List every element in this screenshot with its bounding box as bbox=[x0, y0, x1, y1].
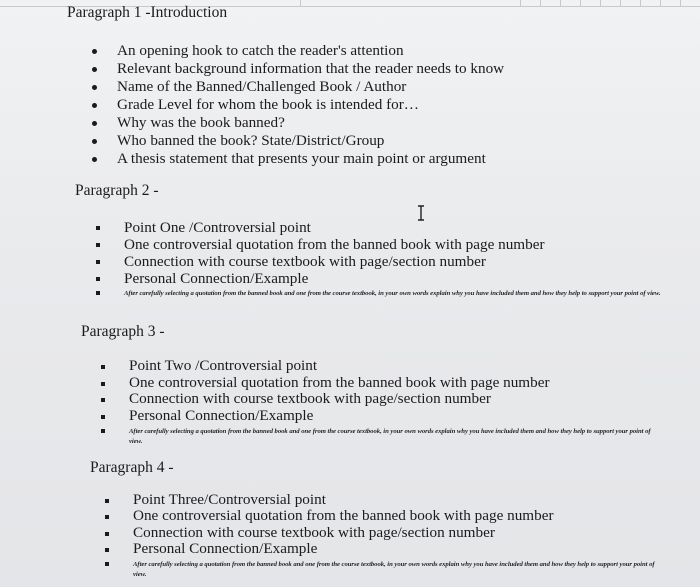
list-item: Point Three/Controversial point bbox=[133, 492, 700, 508]
list-item: Grade Level for whom the book is intended for… bbox=[117, 96, 700, 114]
list-item: A thesis statement that presents your main point or argument bbox=[117, 150, 700, 168]
list-item: An opening hook to catch the reader's attention bbox=[117, 42, 700, 60]
list-item: Point Two /Controversial point bbox=[129, 358, 700, 375]
ruler-tick bbox=[620, 0, 621, 6]
list-item: Relevant background information that the reader needs to know bbox=[117, 60, 700, 78]
list-item: Connection with course textbook with page/section number bbox=[133, 525, 700, 541]
list-item: Personal Connection/Example bbox=[124, 270, 700, 287]
list-item: One controversial quotation from the banned book with page number bbox=[133, 508, 700, 524]
instruction-note: After carefully selecting a quotation from the banned book and one from the course textbook, in your own words explain why you have included them and how they help to support your point of view. bbox=[133, 560, 661, 580]
section-heading-paragraph-1: Paragraph 1 -Introduction bbox=[67, 4, 228, 21]
section-1-list bbox=[117, 42, 700, 168]
list-item: Name of the Banned/Challenged Book / Author bbox=[117, 78, 700, 96]
instruction-note: After carefully selecting a quotation from the banned book and one from the course textbook, in your own words explain why you have included them and how they help to support your point of view. bbox=[129, 427, 664, 447]
ruler-tick bbox=[560, 0, 561, 6]
section-heading-paragraph-4: Paragraph 4 - bbox=[90, 459, 174, 476]
list-item: One controversial quotation from the banned book with page number bbox=[129, 375, 700, 392]
ruler-tick bbox=[600, 0, 601, 6]
section-heading-paragraph-2: Paragraph 2 - bbox=[75, 182, 159, 199]
list-item: Why was the book banned? bbox=[117, 114, 700, 132]
list-item: Who banned the book? State/District/Group bbox=[117, 132, 700, 150]
ruler-tick bbox=[580, 0, 581, 6]
list-item: Connection with course textbook with page/section number bbox=[129, 391, 700, 408]
ruler-tick bbox=[540, 0, 541, 6]
list-item: Point One /Controversial point bbox=[124, 219, 700, 236]
instruction-note: After carefully selecting a quotation from the banned book and one from the course textbook, in your own words explain why you have included them and how they help to support your point of view. bbox=[124, 289, 669, 299]
ruler-tick bbox=[520, 0, 521, 6]
text-cursor-icon bbox=[416, 205, 426, 221]
section-2-list bbox=[124, 219, 700, 299]
list-item: Connection with course textbook with page/section number bbox=[124, 253, 700, 270]
ruler-tick bbox=[640, 0, 641, 6]
list-item: Personal Connection/Example bbox=[129, 408, 700, 425]
ruler-tick bbox=[680, 0, 681, 6]
section-heading-paragraph-3: Paragraph 3 - bbox=[81, 323, 165, 340]
ruler-tick bbox=[660, 0, 661, 6]
ruler-tick bbox=[300, 0, 301, 6]
section-4-list bbox=[133, 492, 700, 580]
section-3-list bbox=[129, 358, 700, 447]
list-item: One controversial quotation from the banned book with page number bbox=[124, 236, 700, 253]
list-item: Personal Connection/Example bbox=[133, 541, 700, 557]
